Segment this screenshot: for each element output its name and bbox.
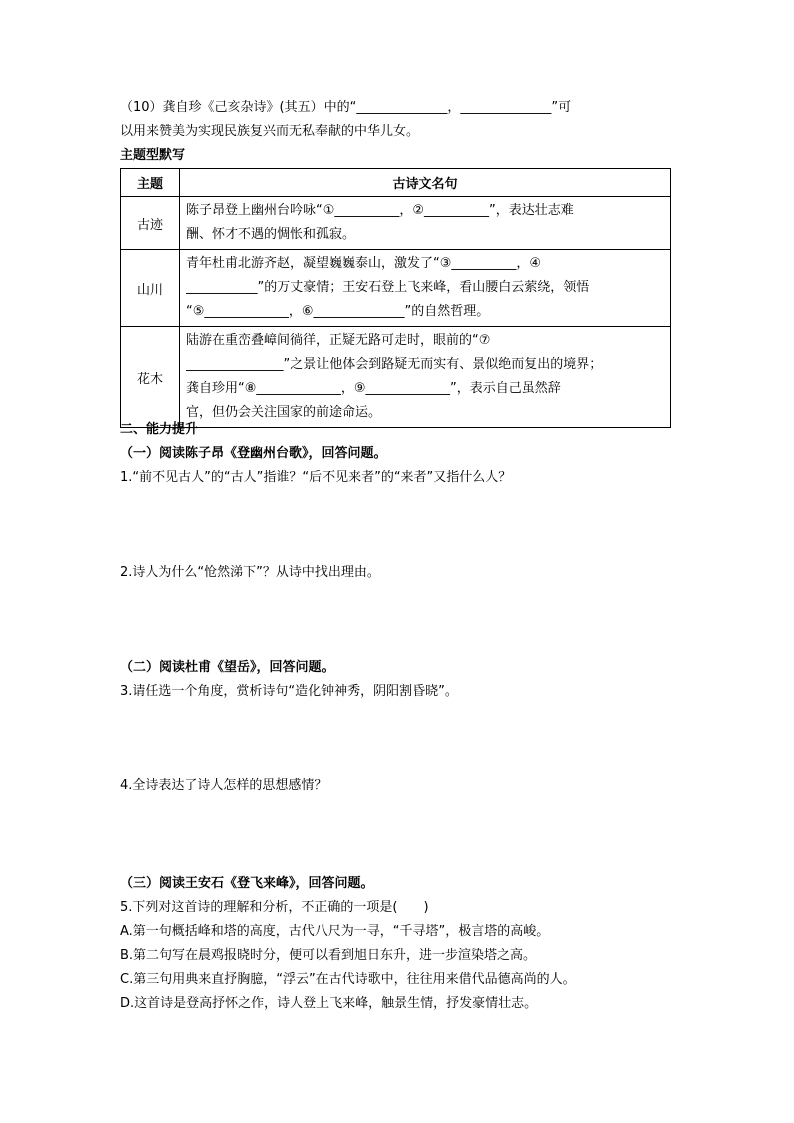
question-5: 5.下列对这首诗的理解和分析，不正确的一项是( ) xyxy=(120,900,429,915)
option-c: C.第三句用典来直抒胸臆，“浮云”在古代诗歌中，往往用来借代品德高尚的人。 xyxy=(120,972,576,987)
section-3 xyxy=(120,872,675,1016)
content-line: 陆游在重峦叠嶂间徜徉，正疑无路可走时，眼前的“⑦ xyxy=(186,333,491,348)
theme-recitation-table xyxy=(120,168,671,428)
section-2-title: （二）阅读杜甫《望岳》，回答问题。 xyxy=(120,660,335,675)
content-line: 龚自珍用“⑧_____________，⑨_____________”，表示自己虽然辞 xyxy=(186,381,561,396)
content-line: 官，但仍会关注国家的前途命运。 xyxy=(186,405,382,420)
question-2: 2.诗人为什么“怆然涕下”？从诗中找出理由。 xyxy=(120,565,380,580)
header-verses: 古诗文名句 xyxy=(180,169,671,197)
content-line: ___________”的万丈豪情；王安石登上飞来峰，看山腰白云萦绕，领悟 xyxy=(186,280,590,295)
option-d: D.这首诗是登高抒怀之作，诗人登上飞来峰，触景生情，抒发豪情壮志。 xyxy=(120,996,538,1011)
option-b: B.第二句写在晨鸡报晓时分，便可以看到旭日东升，进一步渲染塔之高。 xyxy=(120,948,537,963)
question-10 xyxy=(120,96,675,168)
option-a: A.第一句概括峰和塔的高度，古代八尺为一寻，“千寻塔”，极言塔的高峻。 xyxy=(120,924,550,939)
question-4: 4.全诗表达了诗人怎样的思想感情？ xyxy=(120,778,328,793)
section-2 xyxy=(120,656,675,704)
section-title-themes: 主题型默写 xyxy=(120,148,186,163)
topic-cell: 花木 xyxy=(121,327,180,428)
table-header-row xyxy=(121,169,671,197)
content-cell xyxy=(180,197,671,250)
q10-line-2: 以用来赞美为实现民族复兴而无私奉献的中华儿女。 xyxy=(120,124,420,139)
table-row-relics xyxy=(121,197,671,250)
question-1: 1.“前不见古人”的“古人”指谁？“后不见来者”的“来者”又指什么人？ xyxy=(120,470,512,485)
q10-line-1: （10）龚自珍《己亥杂诗》(其五）中的“______________，______________”可 xyxy=(120,100,572,115)
part2-title: 二、能力提升 xyxy=(120,422,199,437)
table-row-mountains xyxy=(121,250,671,327)
section-3-title: （三）阅读王安石《登飞来峰》，回答问题。 xyxy=(120,876,374,891)
question-3: 3.请任选一个角度，赏析诗句“造化钟神秀，阴阳割昏晓”。 xyxy=(120,684,458,699)
topic-cell: 古迹 xyxy=(121,197,180,250)
content-cell xyxy=(180,250,671,327)
content-line: 酬、怀才不遇的惆怅和孤寂。 xyxy=(186,227,356,242)
content-line: 陈子昂登上幽州台吟咏“①__________，②__________”，表达壮志难 xyxy=(186,203,574,218)
section-1-title: （一）阅读陈子昂《登幽州台歌》，回答问题。 xyxy=(120,446,387,461)
table-row-flowers xyxy=(121,327,671,428)
content-line: _______________”之景让他体会到路疑无而实有、景似绝而复出的境界； xyxy=(186,357,603,372)
content-line: “⑤_____________，⑥______________”的自然哲理。 xyxy=(186,304,490,319)
content-line: 青年杜甫北游齐赵，凝望巍巍泰山，激发了“③__________，④ xyxy=(186,256,542,271)
header-topic: 主题 xyxy=(121,169,180,197)
topic-cell: 山川 xyxy=(121,250,180,327)
part2-header xyxy=(120,418,675,490)
content-cell xyxy=(180,327,671,428)
